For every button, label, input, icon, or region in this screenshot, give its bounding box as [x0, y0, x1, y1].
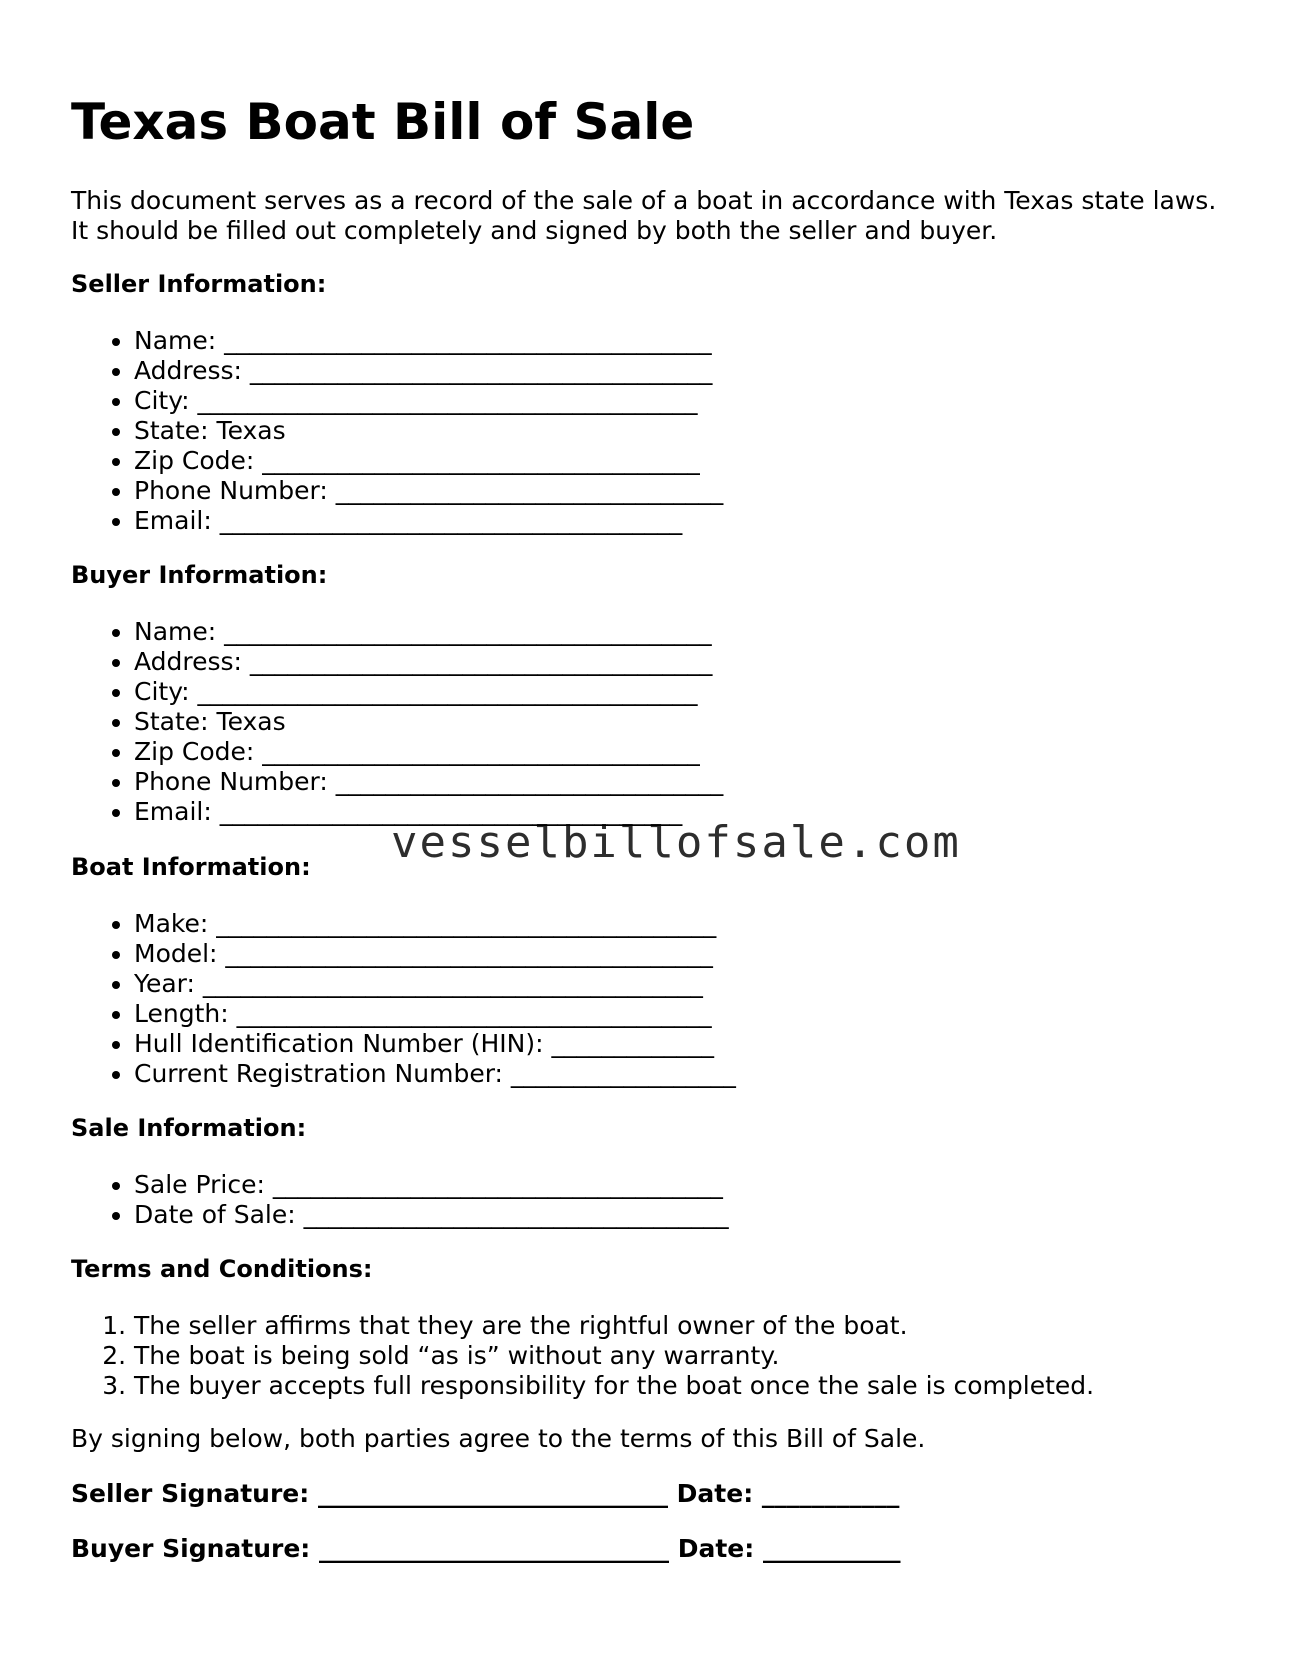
- seller-name-field: • Name: _______________________________________: [134, 326, 723, 356]
- sale-date-field: • Date of Sale: __________________________________: [134, 1200, 729, 1230]
- boat-registration-field: • Current Registration Number: __________________: [134, 1059, 736, 1089]
- sale-heading: Sale Information:: [71, 1114, 307, 1142]
- seller-address-field: • Address: _____________________________________: [134, 356, 723, 386]
- boat-year-field: • Year: ________________________________________: [134, 969, 736, 999]
- buyer-zip-field: • Zip Code: ___________________________________: [134, 737, 723, 767]
- boat-hin-field: • Hull Identification Number (HIN): _____________: [134, 1029, 736, 1059]
- seller-signature-line: Seller Signature: ____________________________ Date: ___________: [71, 1479, 900, 1508]
- boat-model-field: • Model: _______________________________________: [134, 939, 736, 969]
- seller-state-field: • State: Texas: [134, 416, 723, 446]
- buyer-heading: Buyer Information:: [71, 561, 328, 589]
- sale-fields-list: [71, 1170, 729, 1230]
- boat-length-field: • Length: ______________________________________: [134, 999, 736, 1029]
- sale-price-field: • Sale Price: ____________________________________: [134, 1170, 729, 1200]
- buyer-state-field: • State: Texas: [134, 707, 723, 737]
- boat-heading: Boat Information:: [71, 853, 311, 881]
- document-title: Texas Boat Bill of Sale: [71, 93, 695, 151]
- seller-city-field: • City: ________________________________________: [134, 386, 723, 416]
- buyer-email-field: • Email: _____________________________________: [134, 797, 723, 827]
- boat-fields-list: [71, 909, 736, 1089]
- intro-paragraph: This document serves as a record of the sale of a boat in accordance with Texas state laws. It should be filled out completely and signed by both the seller and buyer.: [71, 186, 1217, 245]
- term-item: 3. The buyer accepts full responsibility for the boat once the sale is completed.: [134, 1371, 1094, 1401]
- seller-email-field: • Email: _____________________________________: [134, 506, 723, 536]
- buyer-phone-field: • Phone Number: _______________________________: [134, 767, 723, 797]
- terms-list: [71, 1311, 1094, 1401]
- seller-heading: Seller Information:: [71, 270, 327, 298]
- closing-statement: By signing below, both parties agree to the terms of this Bill of Sale.: [71, 1424, 926, 1453]
- buyer-name-field: • Name: _______________________________________: [134, 617, 723, 647]
- seller-fields-list: [71, 326, 723, 536]
- term-item: 2. The boat is being sold “as is” without any warranty.: [134, 1341, 1094, 1371]
- watermark-text: vesselbillofsale.com: [391, 817, 961, 868]
- seller-zip-field: • Zip Code: ___________________________________: [134, 446, 723, 476]
- buyer-city-field: • City: ________________________________________: [134, 677, 723, 707]
- buyer-signature-line: Buyer Signature: ____________________________ Date: ___________: [71, 1534, 901, 1563]
- buyer-address-field: • Address: _____________________________________: [134, 647, 723, 677]
- buyer-fields-list: [71, 617, 723, 827]
- boat-make-field: • Make: ________________________________________: [134, 909, 736, 939]
- terms-heading: Terms and Conditions:: [71, 1255, 373, 1283]
- seller-phone-field: • Phone Number: _______________________________: [134, 476, 723, 506]
- term-item: 1. The seller affirms that they are the rightful owner of the boat.: [134, 1311, 1094, 1341]
